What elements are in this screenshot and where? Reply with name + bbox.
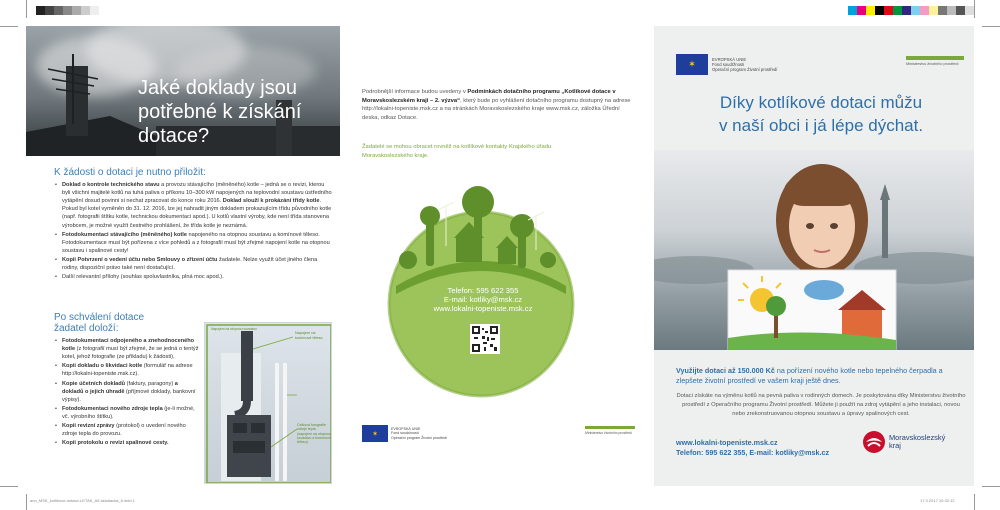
contact-block [428,286,538,313]
list-item: • Kopii Potvrzení o vedení účtu nebo Smlouvy o zřízení účtu žadatele. Nelze využít účet jiného člena rodiny, dispoziční právo také není dostačující. [54,256,334,272]
file-slug-left: ann_MSK_kotlikove-dotace-LETAK_A5 skladacka_6.indd 1 [30,498,135,503]
hero-title: Jaké doklady jsou potřebné k získání dotace? [138,77,302,147]
registration-top-left [36,6,99,15]
color-bar-top-right [848,6,974,15]
file-slug-right: 17.3.2017 10:32:12 [920,498,955,503]
list-item: • Kopii revizní zprávy (protokol) o uvedení nového zdroje tepla do provozu. [54,422,200,438]
contact-note: Žadatelé se mohou obracet rovněž na kotlíkové kontakty Krajského úřadu Moravskoslezského kraje. [362,144,552,159]
diagram-label-green: Celková fotografie zdroje tepla (napojení na otopnou soustavu a komínové těleso) [297,423,331,445]
list-item: • Kopii dokladu o likvidaci kotle (formulář na adrese http://lokalni-topeniste.msk.cz). [54,362,200,378]
body-paragraph: Dotaci získáte na výměnu kotlů na pevná paliva v rodinných domech. Je poskytována díky Ministerstvu životního prostředí z Operačního programu Životní prostředí. Můžete ji použít na zdroj vytápění a jeho instalaci, novou nebo zrekonstruovanou otopnou soustavu a úpravy spalinových cest. [676,393,966,417]
girl-with-drawing-photo [654,150,974,350]
eu-flag-icon: ✶ [676,54,708,75]
list-item: • Fotodokumentaci nového zdroje tepla (je-li možné, vč. výrobního štítku). [54,405,200,421]
list-item: • Další relevantní přílohy (souhlas spoluvlastníka, plná moc apod.). [54,273,334,281]
left-panel [26,26,340,486]
list-item: • Kopie účetních dokladů (faktury, paragony) a dokladů o jejich úhradě (příjmové doklady, bankovní výpisy). [54,380,200,404]
right-title: Díky kotlíkové dotaci můžu v naší obci i já lépe dýchat. [718,93,924,135]
qr-code[interactable] [470,324,500,354]
hero-image-chimneys [26,26,340,156]
diagram-label-side: Napojení na otopnou soustavu [211,327,257,331]
antenna-icon [38,44,108,124]
contact-web[interactable]: www.lokalni-topeniste.msk.cz [433,304,533,314]
ministry-logo-right: Ministerstvo životního prostředí [906,56,964,66]
eu-logo-mid: ✶ EVROPSKÁ UNIE Fond soudržnosti Operační program Životní prostředí [362,425,447,442]
before-heading: K žádosti o dotaci je nutno přiložit: [54,167,206,178]
eu-flag-icon: ✶ [362,425,388,442]
before-list [54,181,334,281]
list-item: • Fotodokumentaci stávajícího (měněného) kotle napojeného na otopnou soustavu a komínové těleso. Fotodokumentace musí být pořízena z více pohledů a z fotografií musí být zřejmé napojení kotle na otopnou soustavu i spalinové cesty! [54,231,334,255]
eu-logo-right: ✶ EVROPSKÁ UNIE Fond soudržnosti Operační program Životní prostředí [676,54,777,75]
list-item: • Kopii protokolu o revizi spalinové cesty. [54,439,200,447]
after-heading: Po schválení dotace žadatel doloží: [54,312,145,334]
contact-email[interactable]: E-mail: kotliky@msk.cz [443,295,523,305]
right-contact: Telefon: 595 622 355, E-mail: kotliky@msk.cz [676,448,830,457]
info-paragraph: Podrobnější informace budou uvedeny v Podmínkách dotačního programu „Kotlíkové dotace v Moravskoslezském kraji – 2. výzva“, který bude po vyhlášení dotačního programu dostupný na adrese http://lokalni-topeniste.msk.cz a na stránkách Moravskoslezského kraje www.msk.cz, záložka Úřední deska, odkaz Dotace. [362,89,631,122]
list-item: • Fotodokumentaci odpojeného a znehodnoceného kotle (z fotografií musí být zřejmé, že se jedná o tentýž kotel, jehož fotografie (ze přikladu) k žádosti). [54,337,200,361]
contact-phone: Telefon: 595 622 355 [447,286,519,295]
region-emblem-icon [862,430,886,454]
ministry-logo-mid: Ministerstvo životního prostředí [585,426,635,435]
after-list [54,337,200,447]
region-logo: Moravskoslezský kraj [862,430,945,454]
diagram-label-top: Napojení na komínové těleso [295,331,323,340]
lead-paragraph: Využijte dotaci až 150.000 Kč na pořízení nového kotle nebo tepelného čerpadla a zlepšete životní prostředí ve vašem kraji ještě dnes. [676,366,943,386]
boiler-diagram [204,322,332,484]
list-item: • Doklad o kontrole technického stavu a provozu stávajícího (měněného) kotle – jedná se o revizi, kterou byli všichni majitelé kotlů na tuhá paliva o příkonu 10–300 kW napojených na teplovodní soustavu ústředního vytápění dosud povinni si nechat zpracovat do konce roku 2016. Doklad slouží k prokázání třídy kotle. Pokud byl kotel vyměněn do 31. 12. 2016, lze jej nahradit jiným dokladem prokazujícím třídu původního kotle (např. fotografii štítku kotle, technickou dokumentaci apod.). U kotlů vlastní výroby, kde není třída stanovena výrobcem, je možné využít čestného prohlášení, že třída kotle je neznámá. [54,181,334,230]
right-web[interactable]: www.lokalni-topeniste.msk.cz [676,438,778,447]
